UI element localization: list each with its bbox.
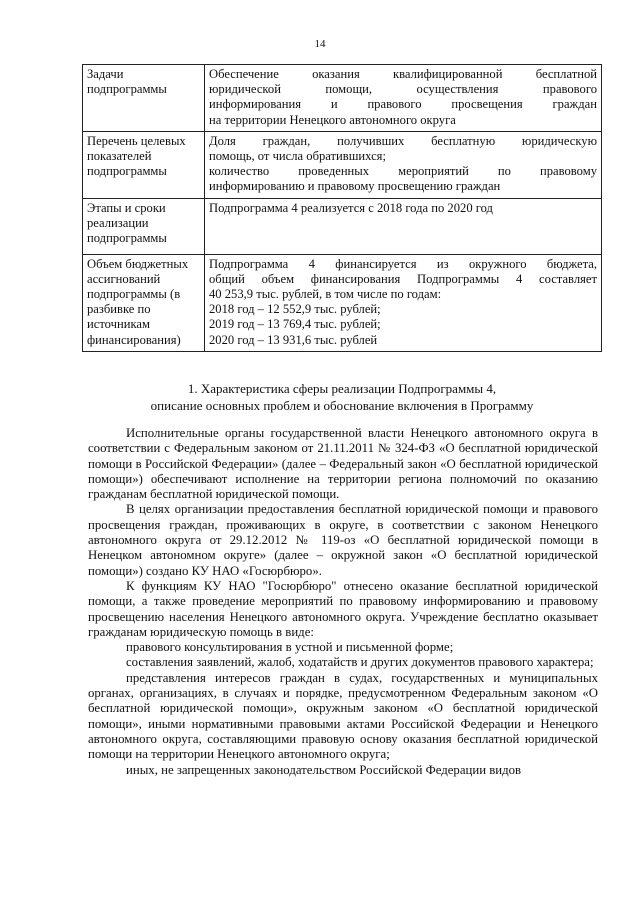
subprogram-passport-table <box>82 64 602 352</box>
paragraph: К функциям КУ НАО "Госюрбюро" отнесено оказание бесплатной юридической помощи, а также проведение мероприятий по правовому информированию и правовому просвещению населения Ненецкого автономного округа. Учреждение бесплатно оказывает гражданам юридическую помощь в виде: <box>88 578 598 639</box>
row-label-budget: Объем бюджетных ассигнований подпрограммы (в разбивке по источникам финансирования) <box>83 254 205 351</box>
row-label-stages: Этапы и сроки реализации подпрограммы <box>83 198 205 254</box>
row-value-budget <box>205 254 602 351</box>
value-line: общий объем финансирования Подпрограммы 4 составляет <box>209 271 597 286</box>
list-item: иных, не запрещенных законодательством Российской Федерации видов <box>126 762 522 777</box>
body-text <box>88 426 598 778</box>
section-heading-line: 1. Характеристика сферы реализации Подпрограммы 4, <box>187 381 497 396</box>
row-value-stages <box>205 198 602 254</box>
row-label-indicators: Перечень целевых показателей подпрограммы <box>83 131 205 198</box>
list-item: представления интересов граждан в судах, государственных и муниципальных органах, организациях, в случаях и порядке, предусмотренном Федеральным законом «О бесплатной юридической помощи», окружным законом «О бесплатной юридической помощи», иными нормативными правовыми актами Российской Федерации и Ненецкого автономного округа, составляющими правовую основу оказания бесплатной юридической помощи на территории Ненецкого автономного округа; <box>88 670 598 762</box>
table-row <box>83 65 602 132</box>
paragraph: В целях организации предоставления бесплатной юридической помощи и правового просвещения граждан, проживающих в округе, в соответствии с законом Ненецкого автономного округа от 29.12.2012 № 119-оз «О бесплатной юридической помощи в Ненецком автономном округе» (далее – окружной закон «О бесплатной юридической помощи») создано КУ НАО «Госюрбюро». <box>88 502 598 578</box>
value-line: 2018 год – 12 552,9 тыс. рублей; <box>209 302 381 317</box>
table-row <box>83 254 602 351</box>
section-heading <box>82 380 602 414</box>
value-line: Подпрограмма 4 финансируется из окружного бюджета, <box>209 256 597 271</box>
value-line: помощь, от числа обратившихся; <box>209 149 386 164</box>
value-line: количество проведенных мероприятий по правовому <box>209 164 597 179</box>
list-item: правового консультирования в устной и письменной форме; <box>126 640 454 655</box>
section-heading-line: описание основных проблем и обоснование включения в Программу <box>150 398 534 413</box>
row-value-indicators <box>205 131 602 198</box>
list-item: составления заявлений, жалоб, ходатайств и других документов правового характера; <box>126 655 594 670</box>
row-value-tasks <box>205 65 602 132</box>
value-line: Доля граждан, получивших бесплатную юридическую <box>209 133 597 148</box>
value-line: информированию и правовому просвещению граждан <box>209 179 501 194</box>
value-line: 2020 год – 13 931,6 тыс. рублей <box>209 332 378 347</box>
value-line: 40 253,9 тыс. рублей, в том числе по годам: <box>209 287 442 302</box>
table-row <box>83 198 602 254</box>
paragraph: Исполнительные органы государственной власти Ненецкого автономного округа в соответствии с Федеральным законом от 21.11.2011 № 324-ФЗ «О бесплатной юридической помощи в Российской Федерации» (далее – Федеральный закон «О бесплатной юридической помощи») обеспечивают исполнение на территории региона полномочий по оказанию гражданам бесплатной юридической помощи. <box>88 426 598 502</box>
row-label-tasks: Задачи подпрограммы <box>83 65 205 132</box>
value-line: Обеспечение оказания квалифицированной бесплатной <box>209 67 597 81</box>
value-line: на территории Ненецкого автономного округа <box>209 112 456 127</box>
value-line: Подпрограмма 4 реализуется с 2018 года по 2020 год <box>209 200 493 215</box>
value-line: 2019 год – 13 769,4 тыс. рублей; <box>209 317 381 332</box>
page-number: 14 <box>314 38 326 50</box>
value-line: юридической помощи, осуществления правового <box>209 82 597 97</box>
value-line: информирования и правового просвещения граждан <box>209 97 597 112</box>
table-row <box>83 131 602 198</box>
